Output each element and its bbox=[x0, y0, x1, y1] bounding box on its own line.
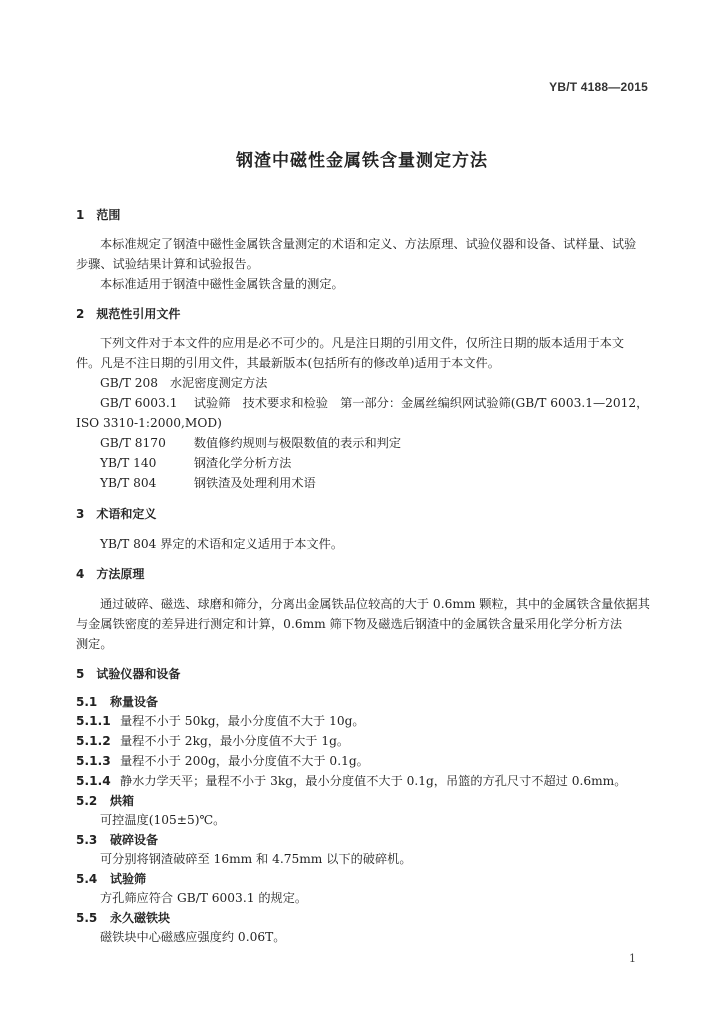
clause-5-3-heading bbox=[76, 833, 158, 847]
section-3-heading: 3 术语和定义 bbox=[76, 507, 157, 521]
s1-paragraph-1-line-1: 本标准规定了钢渣中磁性金属铁含量测定的术语和定义、方法原理、试验仪器和设备、试样量、试验 bbox=[100, 237, 637, 251]
document-title: 钢渣中磁性金属铁含量测定方法 bbox=[236, 151, 488, 171]
section-4-heading: 4 方法原理 bbox=[76, 567, 145, 581]
reference-item bbox=[100, 436, 401, 450]
clause-number: 5.1.2 bbox=[76, 734, 111, 748]
reference-code: YB/T 140 bbox=[100, 456, 157, 470]
clause-text: 静水力学天平；量程不小于 3kg，最小分度值不大于 0.1g，吊篮的方孔尺寸不超过 0.6mm。 bbox=[120, 774, 627, 788]
reference-item bbox=[100, 456, 291, 470]
s4-paragraph-line-2: 与金属铁密度的差异进行测定和计算，0.6mm 筛下物及磁选后钢渣中的金属铁含量采用化学分析方法 bbox=[76, 617, 623, 631]
clause-title: 永久磁铁块 bbox=[110, 911, 171, 925]
clause-title: 破碎设备 bbox=[110, 833, 159, 847]
s4-paragraph-line-3: 测定。 bbox=[76, 637, 113, 651]
clause-number: 5.4 bbox=[76, 872, 98, 886]
clause-number: 5.3 bbox=[76, 833, 98, 847]
s3-paragraph-1: YB/T 804 界定的术语和定义适用于本文件。 bbox=[100, 537, 344, 551]
reference-title: 数值修约规则与极限数值的表示和判定 bbox=[193, 436, 402, 450]
clause-number: 5.5 bbox=[76, 911, 98, 925]
clause-5-1-4 bbox=[76, 774, 626, 788]
reference-item bbox=[100, 476, 316, 490]
reference-code: GB/T 8170 bbox=[100, 436, 166, 450]
clause-5-1-3 bbox=[76, 754, 369, 768]
clause-title: 试验筛 bbox=[110, 872, 147, 886]
clause-number: 5.1 bbox=[76, 695, 98, 709]
section-1-heading: 1 范围 bbox=[76, 208, 121, 222]
reference-item bbox=[100, 376, 267, 390]
clause-5-4-heading bbox=[76, 872, 146, 886]
s2-paragraph-1-line-1: 下列文件对于本文件的应用是必不可少的。凡是注日期的引用文件，仅所注日期的版本适用于本文 bbox=[100, 336, 625, 350]
clause-text: 量程不小于 50kg，最小分度值不大于 10g。 bbox=[120, 714, 365, 728]
s2-paragraph-1-line-2: 件。凡是不注日期的引用文件，其最新版本(包括所有的修改单)适用于本文件。 bbox=[76, 356, 500, 370]
reference-title: 钢渣化学分析方法 bbox=[193, 456, 292, 470]
clause-text: 量程不小于 200g，最小分度值不大于 0.1g。 bbox=[120, 754, 369, 768]
clause-5-1-2 bbox=[76, 734, 349, 748]
clause-5-1-heading bbox=[76, 695, 158, 709]
reference-code: GB/T 6003.1 bbox=[100, 396, 178, 410]
clause-number: 5.1.4 bbox=[76, 774, 111, 788]
clause-5-5-text: 磁铁块中心磁感应强度约 0.06T。 bbox=[100, 930, 286, 944]
clause-5-4-text: 方孔筛应符合 GB/T 6003.1 的规定。 bbox=[100, 891, 308, 905]
standard-number: YB/T 4188—2015 bbox=[549, 80, 648, 94]
reference-item bbox=[100, 396, 648, 410]
reference-title: 钢铁渣及处理利用术语 bbox=[193, 476, 316, 490]
clause-5-3-text: 可分别将钢渣破碎至 16mm 和 4.75mm 以下的破碎机。 bbox=[100, 852, 412, 866]
clause-text: 量程不小于 2kg，最小分度值不大于 1g。 bbox=[120, 734, 350, 748]
clause-5-2-heading bbox=[76, 794, 134, 808]
s4-paragraph-line-1: 通过破碎、磁选、球磨和筛分，分离出金属铁品位较高的大于 0.6mm 颗粒，其中的金属铁含量依据其 bbox=[100, 597, 650, 611]
clause-title: 烘箱 bbox=[110, 794, 135, 808]
s1-paragraph-2: 本标准适用于钢渣中磁性金属铁含量的测定。 bbox=[100, 277, 344, 291]
clause-title: 称量设备 bbox=[110, 695, 159, 709]
reference-title: 试验筛 技术要求和检验 第一部分：金属丝编织网试验筛(GB/T 6003.1—2012， bbox=[193, 396, 649, 410]
clause-5-2-text: 可控温度(105±5)℃。 bbox=[100, 813, 226, 827]
section-2-heading: 2 规范性引用文件 bbox=[76, 307, 181, 321]
reference-title: 水泥密度测定方法 bbox=[169, 376, 268, 390]
clause-5-5-heading bbox=[76, 911, 170, 925]
reference-code: GB/T 208 bbox=[100, 376, 159, 390]
s1-paragraph-1-line-2: 步骤、试验结果计算和试验报告。 bbox=[76, 257, 259, 271]
section-5-heading: 5 试验仪器和设备 bbox=[76, 667, 181, 681]
clause-number: 5.2 bbox=[76, 794, 98, 808]
clause-number: 5.1.3 bbox=[76, 754, 111, 768]
reference-code: YB/T 804 bbox=[100, 476, 157, 490]
clause-5-1-1 bbox=[76, 714, 365, 728]
page-number: 1 bbox=[629, 952, 636, 965]
reference-item-continuation: ISO 3310-1:2000,MOD) bbox=[76, 416, 222, 430]
clause-number: 5.1.1 bbox=[76, 714, 111, 728]
